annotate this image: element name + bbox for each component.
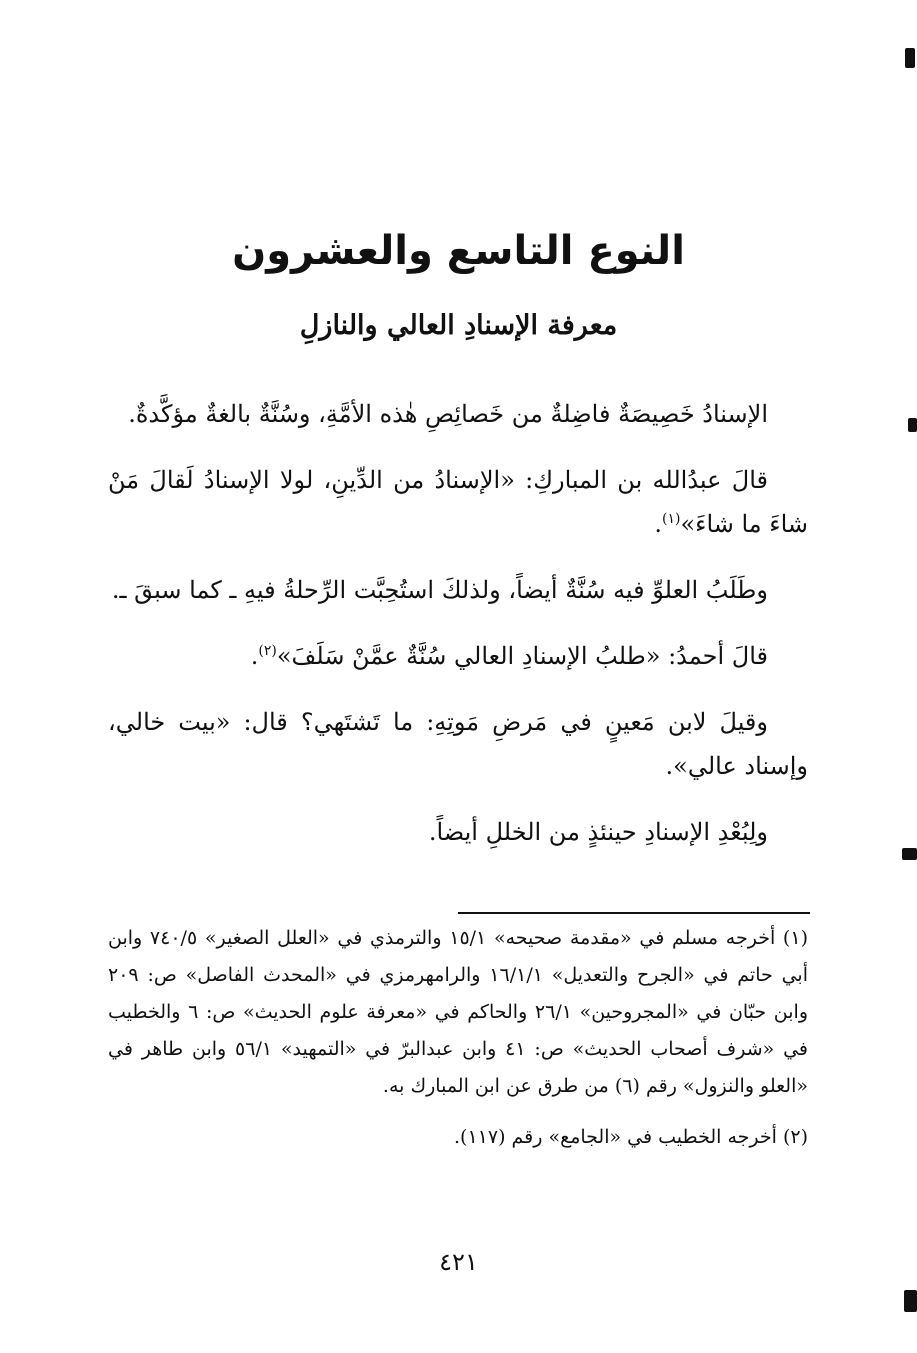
footnote-ref-1: (١) bbox=[662, 511, 681, 527]
scan-edge-mark bbox=[902, 848, 917, 860]
paragraph-1: الإسنادُ خَصِيصَةٌ فاضِلةٌ من خَصائِصِ هٰذه الأمَّةِ، وسُنَّةٌ بالغةٌ مؤكَّدةٌ. bbox=[128, 400, 768, 428]
page-number: ٤٢١ bbox=[439, 1248, 478, 1276]
paragraph-6: ولِبُعْدِ الإسنادِ حينئذٍ من الخللِ أيضاً. bbox=[428, 818, 768, 846]
footnote-1: (١) أخرجه مسلم في «مقدمة صحيحه» ١٥/١ والترمذي في «العلل الصغير» ٧٤٠/٥ وابن أبي حاتم في «الجرح والتعديل» ١٦/١/١ والرامهرمزي في «المحدث الفاصل» ص: ٢٠٩ وابن حبّان في «المجروحين» ٢٦/١ والحاكم في «معرفة علوم الحديث» ص: ٦ والخطيب في «شرف أصحاب الحديث» ص: ٤١ وابن عبدالبرّ في «التمهيد» ٥٦/١ وابن طاهر في «العلو والنزول» رقم (٦) من طرق عن ابن المبارك به. bbox=[108, 927, 809, 1097]
scan-edge-mark bbox=[908, 418, 917, 432]
paragraph-2 bbox=[108, 458, 808, 546]
section-subtitle: معرفة الإسنادِ العالي والنازلِ bbox=[299, 310, 618, 341]
chapter-title: النوع التاسع والعشرون bbox=[232, 228, 685, 274]
footnote-ref-2: (٢) bbox=[258, 643, 277, 659]
paragraph-5: وقيلَ لابن مَعينٍ في مَرضِ مَوتِهِ: ما تَشتَهي؟ قال: «بيت خالي، وإسناد عالي». bbox=[108, 708, 808, 780]
footnote-2: (٢) أخرجه الخطيب في «الجامع» رقم (١١٧). bbox=[453, 1126, 808, 1148]
scan-edge-mark bbox=[904, 1290, 917, 1312]
main-text bbox=[108, 392, 808, 876]
footnotes bbox=[108, 920, 808, 1170]
scan-edge-mark bbox=[905, 48, 915, 68]
paragraph-4 bbox=[108, 634, 808, 678]
footnote-separator bbox=[458, 912, 810, 914]
paragraph-4-text: قالَ أحمدُ: «طلبُ الإسنادِ العالي سُنَّةٌ عمَّنْ سَلَفَ» bbox=[276, 642, 768, 670]
paragraph-4-end: . bbox=[250, 642, 259, 670]
paragraph-2-text: قالَ عبدُالله بن المباركِ: «الإسنادُ من الدِّينِ، لولا الإسنادُ لَقالَ مَنْ شاءَ ما شاءَ» bbox=[108, 466, 808, 538]
paragraph-2-end: . bbox=[654, 510, 662, 538]
paragraph-3: وطَلَبُ العلوِّ فيه سُنَّةٌ أيضاً، ولذلكَ استُحِبَّت الرِّحلةُ فيهِ ـ كما سبقَ ـ. bbox=[111, 576, 768, 604]
